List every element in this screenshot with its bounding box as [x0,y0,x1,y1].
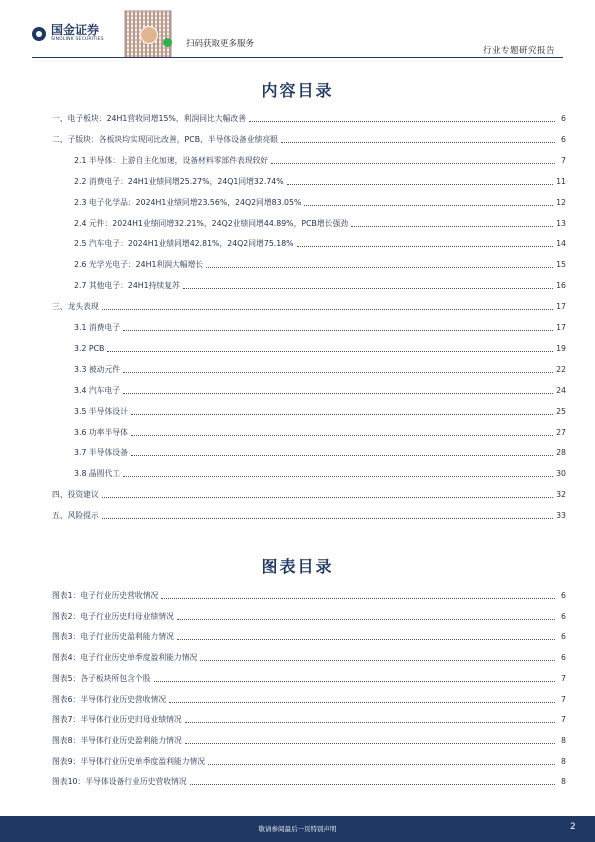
toc-entry[interactable] [52,509,566,521]
dot-leader [107,351,553,352]
entry-page-number: 6 [561,114,566,123]
dot-leader [281,142,555,143]
dot-leader [177,619,555,620]
figure-entry[interactable] [52,713,566,725]
dot-leader [271,163,555,164]
figure-entry[interactable] [52,630,566,642]
toc-entry[interactable] [52,488,566,500]
logo-mark-icon [32,27,46,41]
entry-label: 2.6 光学光电子：24H1利润大幅增长 [74,260,204,270]
dot-leader [183,288,553,289]
toc-entry[interactable] [74,342,566,354]
entry-page-number: 22 [556,364,566,374]
dot-leader [131,435,553,436]
toc-entry[interactable] [74,175,566,187]
figure-entry[interactable] [52,589,566,601]
entry-label: 图表2：电子行业历史归母业绩情况 [52,611,174,621]
entry-page-number: 16 [556,281,566,291]
entry-label: 3.8 晶圆代工 [74,469,121,479]
entry-page-number: 24 [556,385,566,395]
entry-page-number: 8 [561,735,566,745]
entry-label: 图表4：电子行业历史单季度盈利能力情况 [52,653,198,663]
dot-leader [304,205,553,206]
entry-page-number: 17 [556,323,566,332]
figure-entry[interactable] [52,693,566,705]
toc-entry[interactable] [74,154,566,166]
toc-entry[interactable] [74,258,566,270]
page-footer [0,816,595,842]
footer-notice: 敬请参阅最后一页特别声明 [258,825,337,833]
entry-label: 2.3 电子化学品：2024H1业绩同增23.56%，24Q2同增83.05% [74,197,302,207]
toc-entry[interactable] [74,237,566,249]
entry-label: 2.4 元件：2024H1业绩同增32.21%，24Q2业绩同增44.89%，PCB增长强劲 [74,218,349,228]
toc-entry[interactable] [74,363,566,375]
toc-entry[interactable] [74,384,566,396]
entry-label: 图表5：各子板块所包含个股 [52,673,151,683]
entry-label: 图表10：半导体设备行业历史营收情况 [52,777,187,787]
entry-page-number: 28 [556,448,566,458]
entry-page-number: 19 [556,343,566,353]
dot-leader [351,226,553,227]
entry-label: 二、子版块：各板块均实现同比改善，PCB、半导体设备业绩亮眼 [52,134,279,144]
page-header [0,0,595,62]
toc-entry[interactable] [52,112,566,124]
dot-leader [206,267,553,268]
toc-entry[interactable] [74,426,566,438]
scan-prompt: 扫码获取更多服务 [186,39,255,49]
qr-code-icon[interactable] [124,10,172,58]
entry-label: 三、龙头表现 [52,302,99,312]
entry-page-number: 11 [556,176,566,186]
page-number: 2 [570,822,576,832]
entry-page-number: 7 [561,673,566,683]
entry-label: 四、投资建议 [52,490,99,500]
dot-leader [102,518,553,519]
entry-page-number: 15 [556,260,566,270]
toc-entry[interactable] [74,196,566,208]
entry-label: 3.5 半导体设计 [74,406,128,416]
entry-page-number: 32 [556,490,566,500]
entry-label: 2.1 半导体：上游自主化加速，设备材料零部件表现较好 [74,155,269,165]
entry-label: 图表6：半导体行业历史营收情况 [52,694,167,704]
dot-leader [185,722,555,723]
wechat-badge-icon [163,38,172,47]
header-divider [32,57,563,58]
dot-leader [131,455,553,456]
logo-name-cn: 国金证券 [51,23,100,37]
dot-leader [102,309,553,310]
entry-page-number: 6 [561,653,566,663]
toc-entry[interactable] [74,217,566,229]
entry-label: 2.5 汽车电子：2024H1业绩同增42.81%，24Q2同增75.18% [74,239,294,249]
dot-leader [297,246,553,247]
entry-page-number: 7 [561,694,566,704]
entry-page-number: 13 [556,218,566,228]
entry-page-number: 6 [561,611,566,621]
report-type-label: 行业专题研究报告 [482,46,555,56]
entry-page-number: 30 [556,469,566,479]
dot-leader [185,743,555,744]
figure-entry[interactable] [52,610,566,622]
toc-entry[interactable] [74,467,566,479]
dot-leader [287,184,553,185]
toc-title: 内容目录 [261,81,334,100]
logo-text [51,24,104,43]
entry-page-number: 27 [556,427,566,437]
entry-page-number: 7 [561,715,566,725]
entry-label: 3.2 PCB [74,343,105,353]
entry-page-number: 8 [561,777,566,787]
entry-page-number: 8 [561,756,566,766]
logo-name-en: SINOLINK SECURITIES [51,37,104,42]
dot-leader [169,702,555,703]
figure-entry[interactable] [52,734,566,746]
entry-label: 3.1 消费电子 [74,323,121,332]
entry-label: 图表9：半导体行业历史单季度盈利能力情况 [52,756,206,766]
dot-leader [249,121,555,122]
dot-leader [208,764,555,765]
entry-label: 3.7 半导体设备 [74,448,128,458]
entry-page-number: 33 [556,511,566,521]
dot-leader [123,372,553,373]
dot-leader [161,598,555,599]
dot-leader [190,784,555,785]
entry-page-number: 12 [556,197,566,207]
company-logo [32,24,104,43]
dot-leader [102,497,553,498]
entry-label: 图表8：半导体行业历史盈利能力情况 [52,735,182,745]
entry-page-number: 25 [556,406,566,416]
dot-leader [131,414,553,415]
toc-entry[interactable] [52,300,566,312]
dot-leader [123,393,553,394]
figures-title: 图表目录 [261,557,334,576]
toc-entry[interactable] [74,279,566,291]
entry-page-number: 14 [556,239,566,249]
entry-page-number: 17 [556,302,566,312]
entry-label: 3.4 汽车电子 [74,385,121,395]
dot-leader [177,639,555,640]
entry-label: 一、电子板块：24H1营收同增15%，利润同比大幅改善 [52,114,247,123]
entry-label: 图表7：半导体行业历史归母业绩情况 [52,715,182,725]
figure-entry[interactable] [52,672,566,684]
entry-page-number: 6 [561,591,566,600]
toc-entry[interactable] [74,321,566,333]
entry-label: 五、风险提示 [52,511,99,521]
toc-entry[interactable] [74,405,566,417]
entry-label: 图表1：电子行业历史营收情况 [52,591,159,600]
entry-page-number: 6 [561,632,566,642]
dot-leader [154,681,555,682]
qr-center-logo-icon [140,26,158,44]
entry-page-number: 6 [561,134,566,144]
entry-page-number: 7 [561,155,566,165]
toc-entry[interactable] [52,133,566,145]
entry-label: 3.3 被动元件 [74,364,121,374]
dot-leader [123,476,553,477]
dot-leader [123,330,553,331]
entry-label: 3.6 功率半导体 [74,427,128,437]
figure-entry[interactable] [52,651,566,663]
figure-entry[interactable] [52,775,566,787]
figure-entry[interactable] [52,755,566,767]
entry-label: 2.2 消费电子：24H1业绩同增25.27%，24Q1同增32.74% [74,176,284,186]
entry-label: 2.7 其他电子：24H1持续复苏 [74,281,180,291]
entry-label: 图表3：电子行业历史盈利能力情况 [52,632,174,642]
dot-leader [200,660,555,661]
toc-entry[interactable] [74,446,566,458]
